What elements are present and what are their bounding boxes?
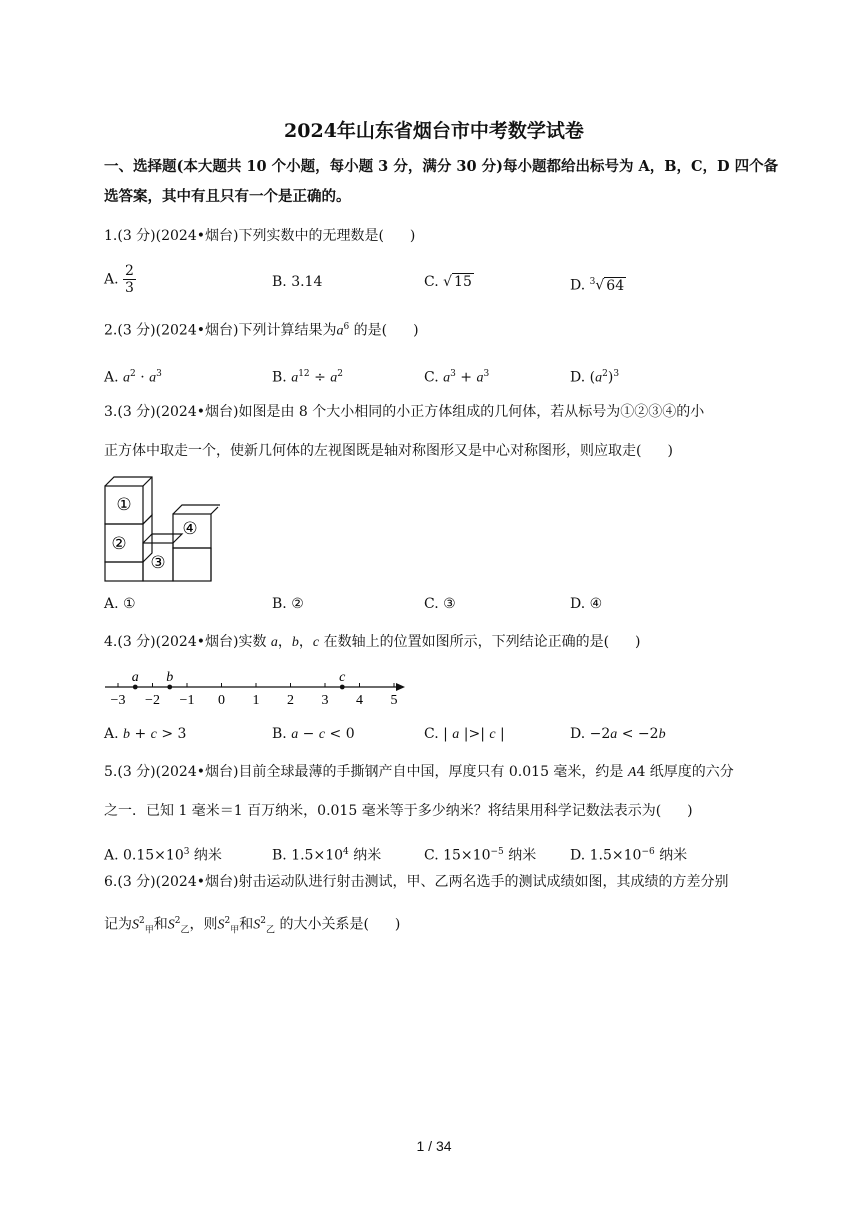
q2-option-d: D. $(a^2)^3$ [570,369,620,386]
q1-option-b: B. 3.14 [272,274,323,290]
q5-option-d: D. $1.5\times 10^{-6}$ 纳米 [570,847,688,864]
cube-figure [100,476,220,586]
q4-option-d: D. −2a < −2b [570,726,666,742]
q4-option-a: A. b + c > 3 [104,726,187,742]
q4-option-b: B. a − c < 0 [272,726,355,742]
cube-label-4: ④ [182,519,198,539]
q6-stem-line2: 记为$S^2_甲$和$S^2_乙$，则$S^2_甲$和$S^2_乙$ 的大小关系是( ) [104,916,401,936]
number-line-point-label-a: a [131,670,139,685]
q3-stem-line1: 3.(3 分)(2024•烟台)如图是由 8 个大小相同的小正方体组成的几何体，若从标号为①②③④的小 [104,404,705,420]
q3-option-a: A. ① [104,596,136,612]
number-line-point-a [133,685,138,690]
q5-option-a: A. $0.15\times 10^3$ 纳米 [104,847,222,864]
q1-stem: 1.(3 分)(2024•烟台)下列实数中的无理数是( ) [104,228,416,244]
cube-label-3: ③ [150,553,166,573]
q2-option-a: A. $a^2 \cdot a^3$ [104,369,162,386]
number-line-tick-label: −1 [179,693,195,708]
q2-option-b: B. $a^{12} \div a^2$ [272,369,344,386]
number-line-point-label-c: c [339,670,346,685]
q3-option-d: D. ④ [570,596,603,612]
number-line-point-label-b: b [166,670,174,685]
q4-stem: 4.(3 分)(2024•烟台)实数 a，b，c 在数轴上的位置如图所示，下列结论正确的是( ) [104,634,641,650]
number-line-tick-label: 3 [321,693,329,708]
number-line [100,666,410,714]
q2-option-c: C. $a^3 + a^3$ [424,369,490,386]
q3-stem-line2: 正方体中取走一个，使新几何体的左视图既是轴对称图形又是中心对称图形，则应取走( ) [104,443,673,459]
q6-stem-line1: 6.(3 分)(2024•烟台)射击运动队进行射击测试，甲、乙两名选手的测试成绩如图，其成绩的方差分别 [104,874,729,890]
cube-label-1: ① [116,495,132,515]
page-number: 1 / 34 [416,1138,452,1154]
q5-option-c: C. $15\times 10^{-5}$ 纳米 [424,847,537,864]
fraction-two-thirds: $\frac{2}{3}$ [125,263,134,296]
cube-label-2: ② [111,534,127,554]
section-heading-line2: 选答案，其中有且只有一个是正确的。 [104,188,351,205]
number-line-tick-label: 4 [356,693,363,708]
q1-option-a: A. $\frac{2}{3}$ [104,263,134,296]
number-line-tick-label: 0 [218,693,225,708]
number-line-tick-label: −3 [110,693,126,708]
number-line-point-b [167,685,172,690]
q3-option-c: C. ③ [424,596,456,612]
number-line-point-c [340,685,345,690]
q3-option-b: B. ② [272,596,304,612]
section-heading-line1: 一、选择题(本大题共 10 个小题，每小题 3 分，满分 30 分)每小题都给出标号为 A，B，C，D 四个备 [104,158,779,175]
q5-option-b: B. $1.5\times 10^4$ 纳米 [272,847,382,864]
q1-option-c: C. √ 15 [424,274,472,290]
number-line-tick-label: 1 [252,693,260,708]
q1-option-d: D. $^3$√ 64 [570,277,625,294]
number-line-tick-label: 2 [287,693,294,708]
q5-stem-line1: 5.(3 分)(2024•烟台)目前全球最薄的手撕钢产自中国，厚度只有 0.015 毫米，约是 A4 纸厚度的六分 [104,764,734,780]
number-line-tick-label: −2 [145,693,160,708]
page-title: 2024年山东省烟台市中考数学试卷 [284,120,584,142]
number-line-tick-label: 5 [390,693,398,708]
q2-stem: 2.(3 分)(2024•烟台)下列计算结果为$a^6$ 的是( ) [104,322,419,339]
q5-stem-line2: 之一．已知 1 毫米＝1 百万纳米，0.015 毫米等于多少纳米？将结果用科学记数法表示为( ) [104,803,693,819]
q4-option-c: C. | a |>| c | [424,726,505,742]
